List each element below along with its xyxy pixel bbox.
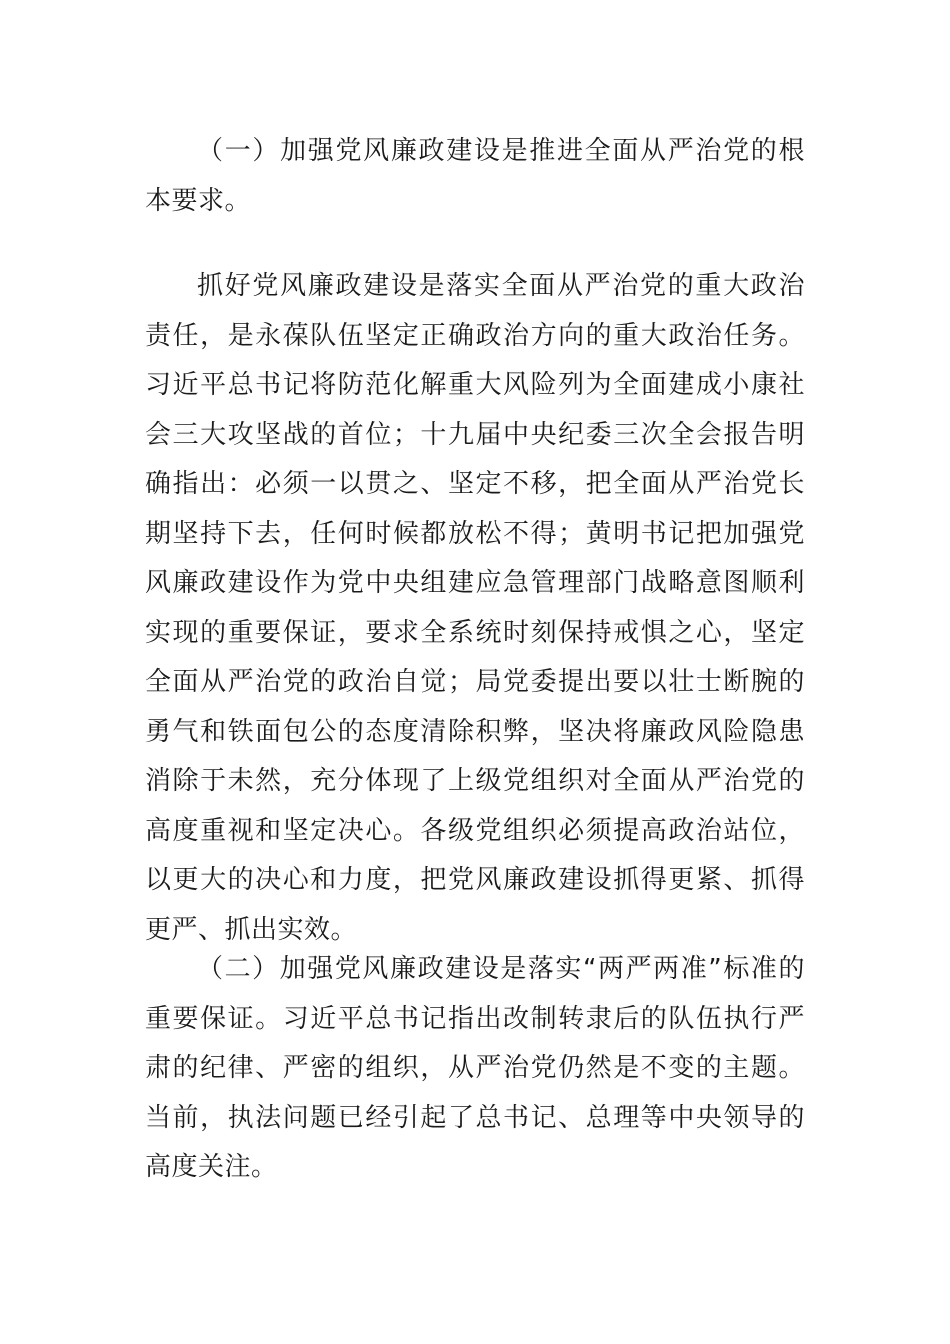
- paragraph-heading-1: （一）加强党风廉政建设是推进全面从严治党的根本要求。: [145, 136, 805, 216]
- paragraph-body-1: 抓好党风廉政建设是落实全面从严治党的重大政治责任，是永葆队伍坚定正确政治方向的重大政治任务。习近平总书记将防范化解重大风险列为全面建成小康社会三大攻坚战的首位；十九届中央纪委三次全会报告明确指出：必须一以贯之、坚定不移，把全面从严治党长期坚持下去，任何时候都放松不得；黄明书记把加强党风廉政建设作为党中央组建应急管理部门战略意图顺利实现的重要保证，要求全系统时刻保持戒惧之心，坚定全面从严治党的政治自觉；局党委提出要以壮士断腕的勇气和铁面包公的态度清除积弊，坚决将廉政风险隐患消除于未然，充分体现了上级党组织对全面从严治党的高度重视和坚定决心。各级党组织必须提高政治站位，以更大的决心和力度，把党风廉政建设抓得更紧、抓得更严、抓出实效。: [145, 271, 805, 945]
- paragraph-heading-2: （二）加强党风廉政建设是落实“两严两准”标准的重要保证。习近平总书记指出改制转隶后的队伍执行严肃的纪律、严密的组织，从严治党仍然是不变的主题。当前，执法问题已经引起了总书记、总理等中央领导的高度关注。: [145, 954, 805, 1182]
